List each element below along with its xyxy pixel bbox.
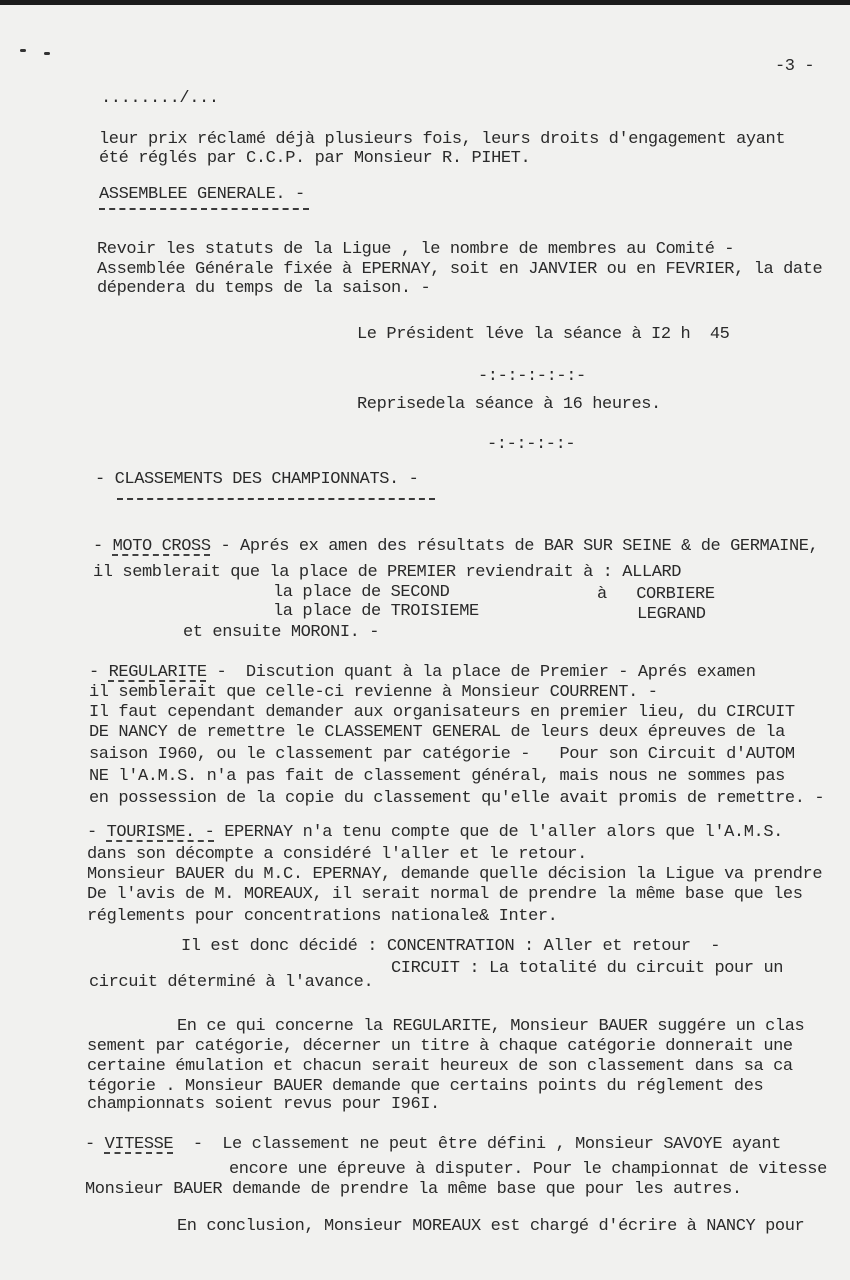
text-line: Il faut cependant demander aux organisateurs en premier lieu, du CIRCUIT [89, 703, 795, 722]
separator: -:-:-:-:- [487, 435, 576, 454]
text-line: En conclusion, Monsieur MOREAUX est chargé d'écrire à NANCY pour [177, 1217, 805, 1236]
heading-underline [117, 498, 435, 500]
section-heading-classements: - CLASSEMENTS DES CHAMPIONNATS. - [95, 470, 419, 489]
text-line: - VITESSE - Le classement ne peut être défini , Monsieur SAVOYE ayant [85, 1135, 781, 1154]
punch-mark [44, 52, 50, 55]
text-line: tégorie . Monsieur BAUER demande que certains points du réglement des [87, 1077, 764, 1096]
text-line: dans son décompte a considéré l'aller et le retour. [87, 845, 587, 864]
text-line: saison I960, ou le classement par catégorie - Pour son Circuit d'AUTOM [89, 745, 795, 764]
text-line: il semblerait que celle-ci revienne à Monsieur COURRENT. - [89, 683, 658, 702]
heading-underline [99, 208, 309, 210]
text-line: circuit déterminé à l'avance. [89, 973, 374, 992]
text-line: LEGRAND [637, 605, 706, 624]
text-line: encore une épreuve à disputer. Pour le championnat de vitesse [229, 1160, 827, 1179]
text-line: et ensuite MORONI. - [183, 623, 380, 642]
text-line: la place de TROISIEME [273, 602, 479, 621]
subheading-moto-cross: MOTO CROSS [112, 537, 211, 556]
page-number: -3 - [775, 57, 815, 76]
text-line: certaine émulation et chacun serait heureux de son classement dans sa ca [87, 1057, 793, 1076]
text-line: leur prix réclamé déjà plusieurs fois, leurs droits d'engagement ayant [99, 130, 786, 149]
section-heading-assemblee: ASSEMBLEE GENERALE. - [99, 185, 305, 204]
separator: -:-:-:-:-:- [478, 367, 586, 386]
text-line: sement par catégorie, décerner un titre à chaque catégorie donnerait une [87, 1037, 793, 1056]
text-line: championnats soient revus pour I96I. [87, 1095, 440, 1114]
text-line: - TOURISME. - EPERNAY n'a tenu compte que de l'aller alors que l'A.M.S. [87, 823, 783, 842]
text-line: DE NANCY de remettre le CLASSEMENT GENERAL de leurs deux épreuves de la [89, 723, 785, 742]
text-line: à CORBIERE [597, 585, 715, 604]
subheading-tourisme: TOURISME. - [106, 823, 215, 842]
text-line: dépendera du temps de la saison. - [97, 279, 431, 298]
text-line: Revoir les statuts de la Ligue , le nombre de membres au Comité - [97, 240, 735, 259]
subheading-regularite: REGULARITE [108, 663, 207, 682]
continuation-mark: ......../... [101, 89, 219, 108]
text-line: été réglés par C.C.P. par Monsieur R. PIHET. [99, 149, 531, 168]
text-line: en possession de la copie du classement qu'elle avait promis de remettre. - [89, 789, 825, 808]
punch-mark [20, 49, 26, 52]
text-line: Assemblée Générale fixée à EPERNAY, soit en JANVIER ou en FEVRIER, la date [97, 260, 823, 279]
text-line: Reprisedela séance à 16 heures. [357, 395, 661, 414]
text-line: Monsieur BAUER du M.C. EPERNAY, demande quelle décision la Ligue va prendre [87, 865, 823, 884]
text-line: Monsieur BAUER demande de prendre la même base que pour les autres. [85, 1180, 742, 1199]
text-line: - MOTO CROSS - Aprés ex amen des résultats de BAR SUR SEINE & de GERMAINE, [93, 537, 819, 556]
text-line: la place de SECOND [273, 583, 450, 602]
text-line: NE l'A.M.S. n'a pas fait de classement général, mais nous ne sommes pas [89, 767, 785, 786]
subheading-vitesse: VITESSE [104, 1135, 174, 1154]
text-line: En ce qui concerne la REGULARITE, Monsieur BAUER suggére un clas [177, 1017, 805, 1036]
text-line: CIRCUIT : La totalité du circuit pour un [391, 959, 784, 978]
text-line: - REGULARITE - Discution quant à la place de Premier - Aprés examen [89, 663, 756, 682]
text-line: Il est donc décidé : CONCENTRATION : Aller et retour - [181, 937, 721, 956]
text-line: Le Président léve la séance à I2 h 45 [357, 325, 730, 344]
text-line: réglements pour concentrations nationale& Inter. [87, 907, 558, 926]
text-line: il semblerait que la place de PREMIER reviendrait à : ALLARD [93, 563, 682, 582]
text-line: De l'avis de M. MOREAUX, il serait normal de prendre la même base que les [87, 885, 803, 904]
